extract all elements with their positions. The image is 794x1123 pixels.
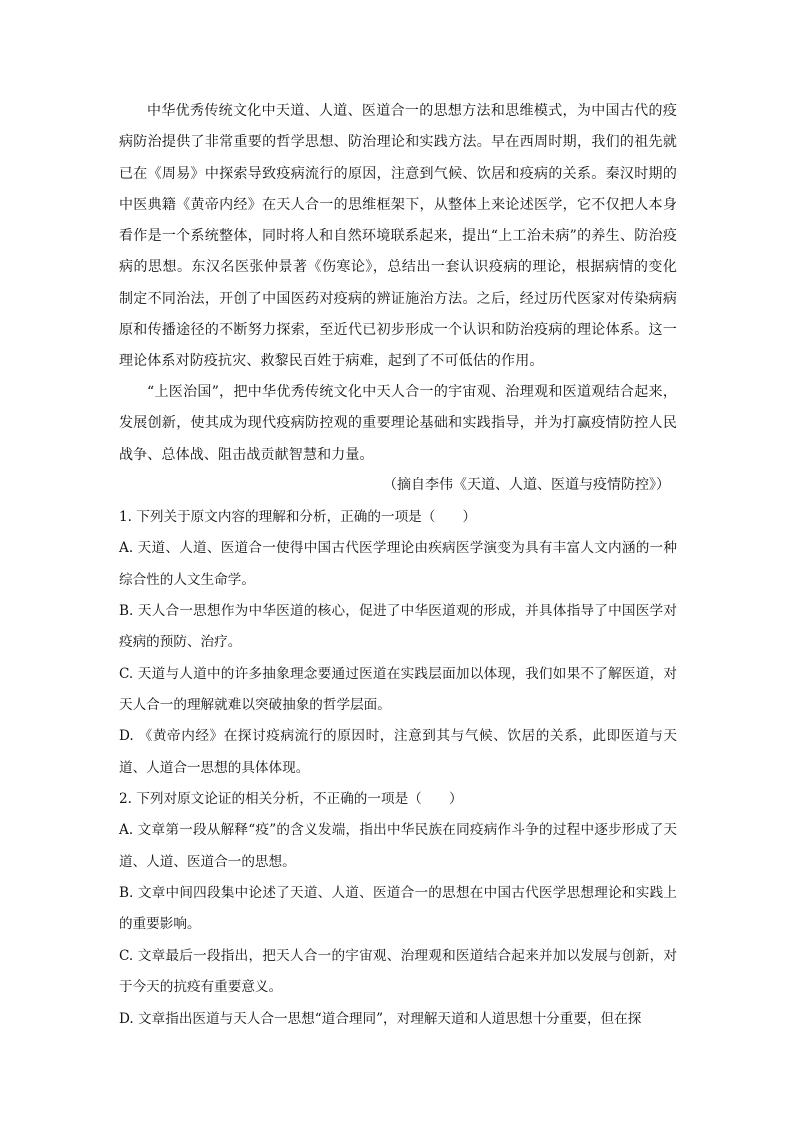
question-2-option-c: C. 文章最后一段指出，把天人合一的宇宙观、治理观和医道结合起来并加以发展与创新，对于今天的抗疫有重要意义。	[119, 947, 677, 996]
paragraph-text: “上医治国”，把中华优秀传统文化中天人合一的宇宙观、治理观和医道观结合起来，发展创新，使其成为现代疫病防控观的重要理论基础和实践指导，并为打赢疫情防控人民战争、总体战、阻击战贡献智慧和力量。	[119, 384, 677, 463]
passage-paragraph-2	[119, 377, 677, 471]
question-2-option-a: A. 文章第一段从解释“疫”的含义发端，指出中华民族在同疫病作斗争的过程中逐步形成了天道、人道、医道合一的思想。	[119, 822, 677, 870]
question-2-option-d: D. 文章指出医道与天人合一思想“道合理同”，对理解天道和人道思想十分重要，但在探	[119, 1010, 642, 1027]
question-2-stem: 2. 下列对原文论证的相关分析，不正确的一项是（ ）	[119, 791, 463, 808]
question-1-option-a: A. 天道、人道、医道合一使得中国古代医学理论由疾病医学演变为具有丰富人文内涵的一种综合性的人文生命学。	[119, 540, 677, 588]
passage-paragraph-1	[119, 96, 677, 378]
question-list	[119, 502, 677, 1035]
question-1-option-b: B. 天人合一思想作为中华医道的核心，促进了中华医道观的形成，并具体指导了中国医学对疫病的预防、治疗。	[119, 603, 677, 651]
question-1-option-c: C. 天道与人道中的许多抽象理念要通过医道在实践层面加以体现，我们如果不了解医道，对天人合一的理解就难以突破抽象的哲学层面。	[119, 665, 677, 714]
paragraph-text: 中华优秀传统文化中天道、人道、医道合一的思想方法和思维模式，为中国古代的疫病防治提供了非常重要的哲学思想、防治理论和实践方法。早在西周时期，我们的祖先就已在《周易》中探索导致疫病流行的原因，注意到气候、饮居和疫病的关系。秦汉时期的中医典籍《黄帝内经》在天人合一的思维框架下，从整体上来论述医学，它不仅把人本身看作是一个系统整体，同时将人和自然环境联系起来，提出“上工治未病”的养生、防治疫病的思想。东汉名医张仲景著《伤寒论》，总结出一套认识疫病的理论，根据病情的变化制定不同治法，开创了中国医药对疫病的辨证施治方法。之后，经过历代医家对传染病病原和传播途径的不断努力探索，至近代已初步形成一个认识和防治疫病的理论体系。这一理论体系对防疫抗灾、救黎民百姓于病难，起到了不可低估的作用。	[119, 103, 677, 370]
question-1-stem: 1. 下列关于原文内容的理解和分析，正确的一项是（ ）	[119, 509, 477, 525]
question-2-option-b: B. 文章中间四段集中论述了天道、人道、医道合一的思想在中国古代医学思想理论和实践上的重要影响。	[119, 885, 677, 933]
source-attribution: （摘自李伟《天道、人道、医道与疫情防控》）	[383, 477, 670, 493]
question-1-option-d: D. 《黄帝内经》在探讨疫病流行的原因时，注意到其与气候、饮居的关系，此即医道与天道、人道合一思想的具体体现。	[119, 728, 677, 776]
